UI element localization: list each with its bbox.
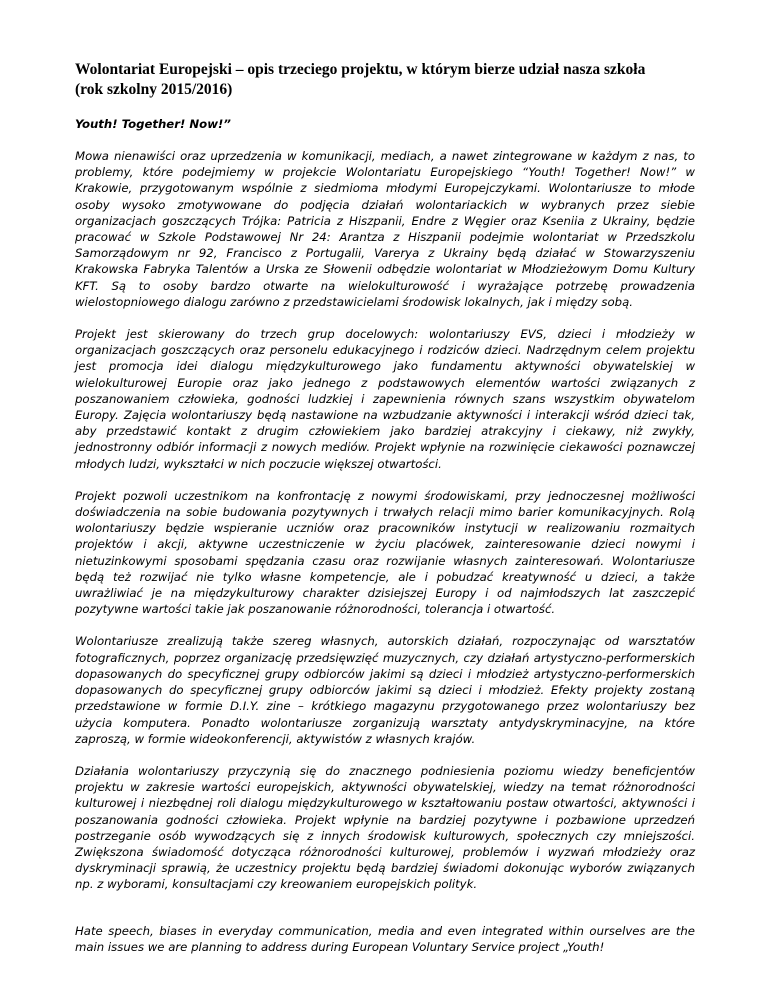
title-line-2: (rok szkolny 2015/2016) bbox=[75, 81, 233, 98]
project-subtitle: Youth! Together! Now!” bbox=[75, 117, 231, 131]
title-line-1: Wolontariat Europejski – opis trzeciego projektu, w którym bierze udział nasza szkoła bbox=[75, 61, 646, 78]
paragraph-intro: Mowa nienawiści oraz uprzedzenia w komunikacji, mediach, a nawet zintegrowane w każdym z nas, to problemy, które podejmiemy w projekcie Wolontariatu Europejskiego “Youth! Together! Now!” w Krakowie, przygotowanym wspólnie z siedmioma młodymi Europejczykami. Wolontariusze to młode osoby wysoko zmotywowane do podjęcia działań wolontariackich w wybranych przez siebie organizacjach goszczących Trójka: Patricia z Hiszpanii, Endre z Węgier oraz Kseniia z Ukrainy, będzie pracować w Szkole Podstawowej Nr 24: Arantza z Hiszpanii podejmie wolontariat w Przedszkolu Samorządowym nr 92, Francisco z Portugalii, Varerya z Ukrainy będą działać w Stowarzyszeniu Krakowska Fabryka Talentów a Urska ze Słowenii odbędzie wolontariat w Młodzieżowym Domu Kultury KFT. Są to osoby bardzo otwarte na wielokulturowość i wyrażające potrzebę prowadzenia wielostopniowego dialogu zarówno z przedstawicielami środowisk lokalnych, jak i między sobą. bbox=[75, 149, 695, 309]
document-title bbox=[75, 60, 695, 100]
document-page bbox=[75, 60, 695, 971]
paragraph-target-groups: Projekt jest skierowany do trzech grup docelowych: wolontariuszy EVS, dzieci i młodzieży w organizacjach goszczących oraz personelu edukacyjnego i rodziców dzieci. Nadrzędnym celem projektu jest promocja idei dialogu międzykulturowego jako fundamentu aktywności obywatelskiej w wielokulturowej Europie oraz jako jednego z podstawowych elementów wartości związanych z poszanowaniem człowieka, godności ludzkiej i zapewnienia równych szans wszystkim obywatelom Europy. Zajęcia wolontariuszy będą nastawione na wzbudzanie aktywności i interakcji wśród dzieci tak, aby przedstawić kontakt z drugim człowiekiem jako bardziej atrakcyjny i ciekawy, niż zwykły, jednostronny odbiór informacji z nowych mediów. Projekt wpłynie na rozwinięcie ciekawości poznawczej młodych ludzi, wykształci w nich poczucie większej otwartości. bbox=[75, 327, 695, 471]
paragraph-activities: Wolontariusze zrealizują także szereg własnych, autorskich działań, rozpoczynając od warsztatów fotograficznych, poprzez organizację przedsięwzięć muzycznych, czy działań artystyczno-performerskich dopasowanych do specyficznej grupy odbiorców jakimi są dzieci i młodzież artystyczno-performerskich dopasowanych do specyficznej grupy odbiorców jakimi są dzieci i młodzież. Efekty projekty zostaną przedstawione w formie D.I.Y. zine – krótkiego magazynu przygotowanego przez wolontariuszy bez użycia komputera. Ponadto wolontariusze zorganizują warsztaty antydyskryminacyjne, na które zaproszą, w formie wideokonferencji, aktywistów z własnych krajów. bbox=[75, 634, 695, 746]
paragraph-impact: Działania wolontariuszy przyczynią się do znacznego podniesienia poziomu wiedzy beneficjentów projektu w zakresie wartości europejskich, aktywności obywatelskiej, wiedzy na temat różnorodności kulturowej i niezbędnej roli dialogu międzykulturowego w kształtowaniu postaw otwartości, aktywności i poszanowania godności człowieka. Projekt wpłynie na bardziej pozytywne i pozbawione uprzedzeń postrzeganie osób wywodzących się z innych środowisk kulturowych, społecznych czy mniejszości. Zwiększona świadomość dotycząca różnorodności kulturowej, problemów i wyzwań młodzieży oraz dyskryminacji sprawią, że uczestnicy projektu będą bardziej świadomi dokonując wyborów związanych np. z wyborami, konsultacjami czy kreowaniem europejskich polityk. bbox=[75, 763, 695, 892]
paragraph-english: Hate speech, biases in everyday communication, media and even integrated within ourselves are the main issues we are planning to address during European Voluntary Service project „Youth! bbox=[75, 923, 695, 954]
paragraph-confrontation: Projekt pozwoli uczestnikom na konfrontację z nowymi środowiskami, przy jednoczesnej możliwości doświadczenia na sobie budowania pozytywnych i trwałych relacji mimo barier komunikacyjnych. Rolą wolontariuszy będzie wspieranie uczniów oraz pracowników instytucji w realizowaniu rozmaitych projektów i akcji, aktywne uczestniczenie w życiu placówek, zainteresowanie dzieci nowymi i nietuzinkowymi sposobami spędzania czasu oraz rozwijanie własnych zainteresowań. Wolontariusze będą też rozwijać nie tylko własne kompetencje, ale i pobudzać kreatywność u dzieci, a także uwrażliwiać je na międzykulturowy charakter dzisiejszej Europy i od najmłodszych lat zaszczepić pozytywne wartości takie jak poszanowanie różnorodności, tolerancja i otwartość. bbox=[75, 488, 695, 617]
